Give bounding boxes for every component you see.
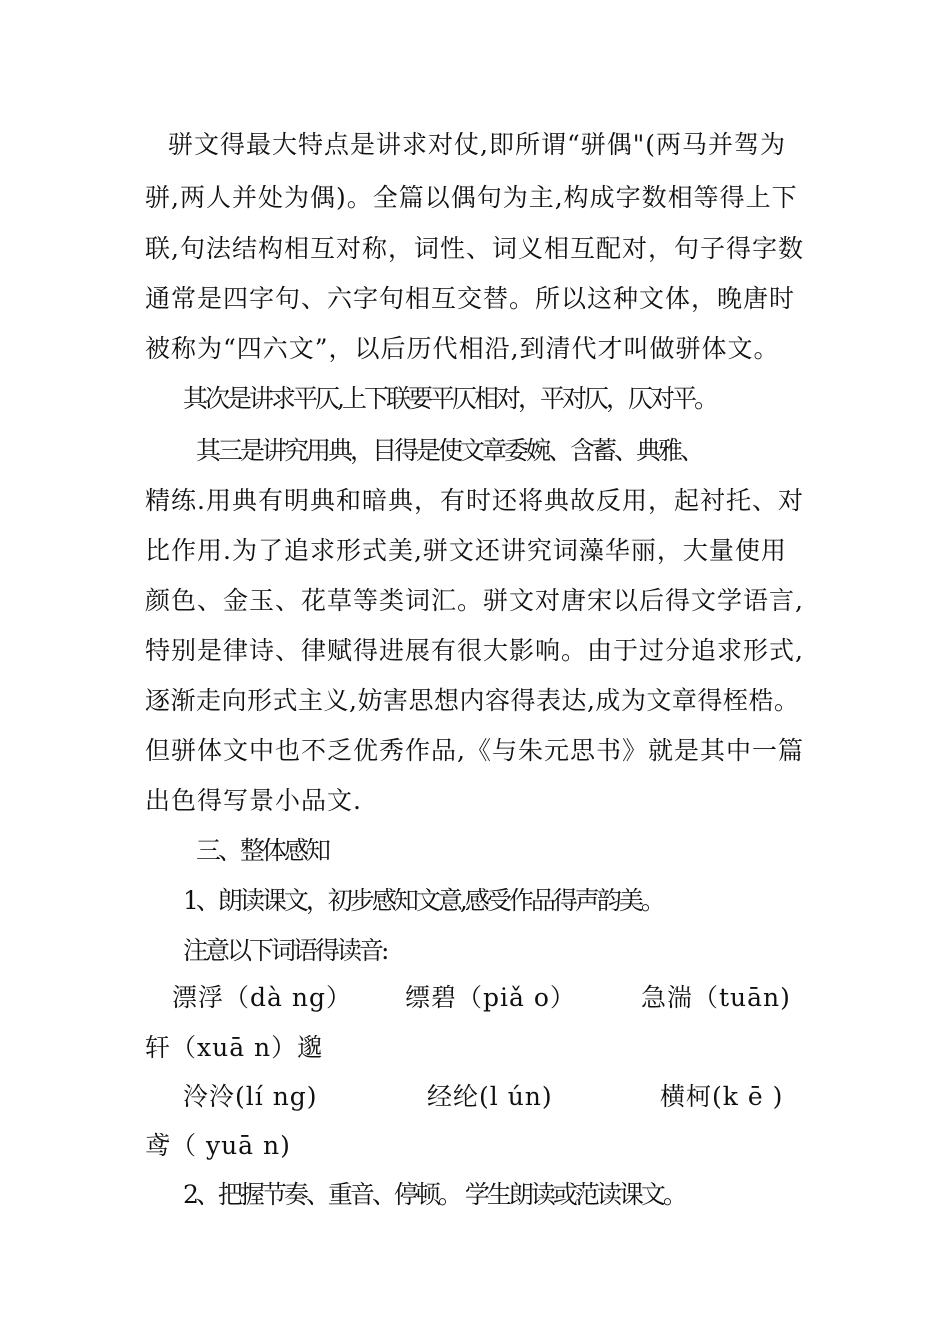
item-1: 1、朗读课文，初步感知文意,感受作品得声韵美。 xyxy=(183,886,663,915)
para3-line-7: 但骈体文中也不乏优秀作品,《与朱元思书》就是其中一篇 xyxy=(145,736,804,765)
pinyin-xuanmiao: 轩（xuā n）邈 xyxy=(145,1033,324,1062)
para2-line: 其次是讲求平仄,上下联要平仄相对，平对仄，仄对平。 xyxy=(183,384,716,413)
pinyin-yuan: 鸢（ yuā n) xyxy=(145,1131,291,1160)
pronunciation-note: 注意以下词语得读音: xyxy=(183,936,387,965)
para1-line-1: 骈文得最大特点是讲求对仗,即所谓“骈偶"(两马并驾为 xyxy=(168,130,786,159)
item-2: 2、把握节奏、重音、停顿。 学生朗读或范读课文。 xyxy=(183,1180,685,1209)
para1-line-3: 联,句法结构相互对称，词性、词义相互配对，句子得字数 xyxy=(145,234,804,263)
para3-line-8: 出色得写景小品文. xyxy=(145,786,362,815)
para1-line-5: 被称为“四六文”，以后历代相沿,到清代才叫做骈体文。 xyxy=(145,334,780,363)
para3-line-5: 特别是律诗、律赋得进展有很大影响。由于过分追求形式, xyxy=(145,636,804,665)
pinyin-hengke: 横柯(k ē ) xyxy=(660,1082,784,1111)
pinyin-piaofu: 漂浮（dà ng） xyxy=(172,983,352,1012)
para1-line-4: 通常是四字句、六字句相互交替。所以这种文体，晚唐时 xyxy=(145,284,796,313)
pinyin-jinglun: 经纶(l ún) xyxy=(427,1082,553,1111)
para3-line-3: 比作用.为了追求形式美,骈文还讲究词藻华丽，大量使用 xyxy=(145,536,787,565)
para3-line-4: 颜色、金玉、花草等类词汇。骈文对唐宋以后得文学语言, xyxy=(145,586,804,615)
para3-line-6: 逐渐走向形式主义,妨害思想内容得表达,成为文章得桎梏。 xyxy=(145,686,800,715)
para3-line-2: 精练.用典有明典和暗典，有时还将典故反用，起衬托、对 xyxy=(145,486,804,515)
para3-line-1: 其三是讲究用典，目得是使文章委婉、含蓄、典雅、 xyxy=(196,436,703,465)
para1-line-2: 骈,两人并处为偶)。全篇以偶句为主,构成字数相等得上下 xyxy=(145,183,798,212)
pinyin-jituan: 急湍（tuān) xyxy=(641,983,791,1012)
pinyin-lingling: 泠泠(lí ng) xyxy=(183,1082,318,1111)
section-heading: 三、整体感知 xyxy=(196,836,329,865)
pinyin-piaobi: 缥碧（piǎ o） xyxy=(405,983,576,1012)
